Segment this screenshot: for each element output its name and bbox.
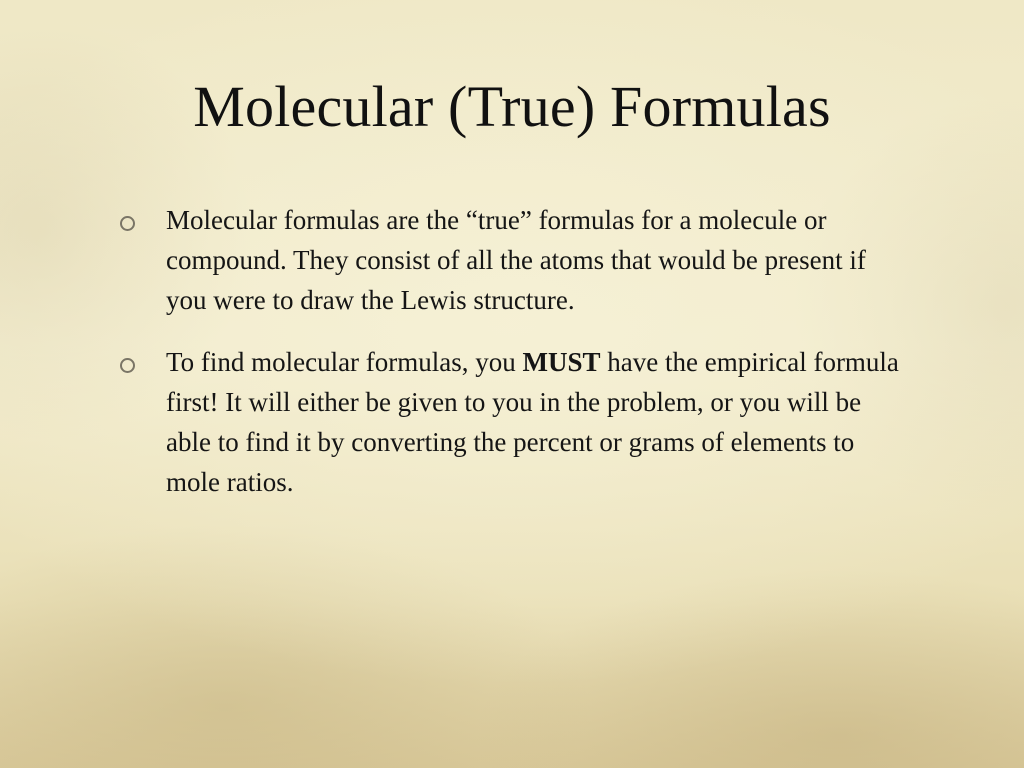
slide-title: Molecular (True) Formulas bbox=[193, 74, 831, 139]
bullet-text-2-emphasis: MUST bbox=[522, 347, 601, 377]
bullet-text-2 bbox=[166, 347, 899, 497]
bullet-item-2 bbox=[110, 342, 910, 502]
bullet-item-1 bbox=[110, 200, 910, 320]
bullet-text-2-end: have the empirical formula first! It will either be given to you in the problem, or you will be able to find it by converting the percent or grams of elements to mole ratios. bbox=[166, 347, 899, 497]
bullet-list bbox=[110, 200, 910, 524]
bullet-text-2-start: To find molecular formulas, you bbox=[166, 347, 523, 377]
hollow-circle-bullet-icon bbox=[120, 358, 135, 373]
bullet-text-1: Molecular formulas are the “true” formulas for a molecule or compound. They consist of all the atoms that would be present if you were to draw the Lewis structure. bbox=[166, 205, 866, 315]
hollow-circle-bullet-icon bbox=[120, 216, 135, 231]
